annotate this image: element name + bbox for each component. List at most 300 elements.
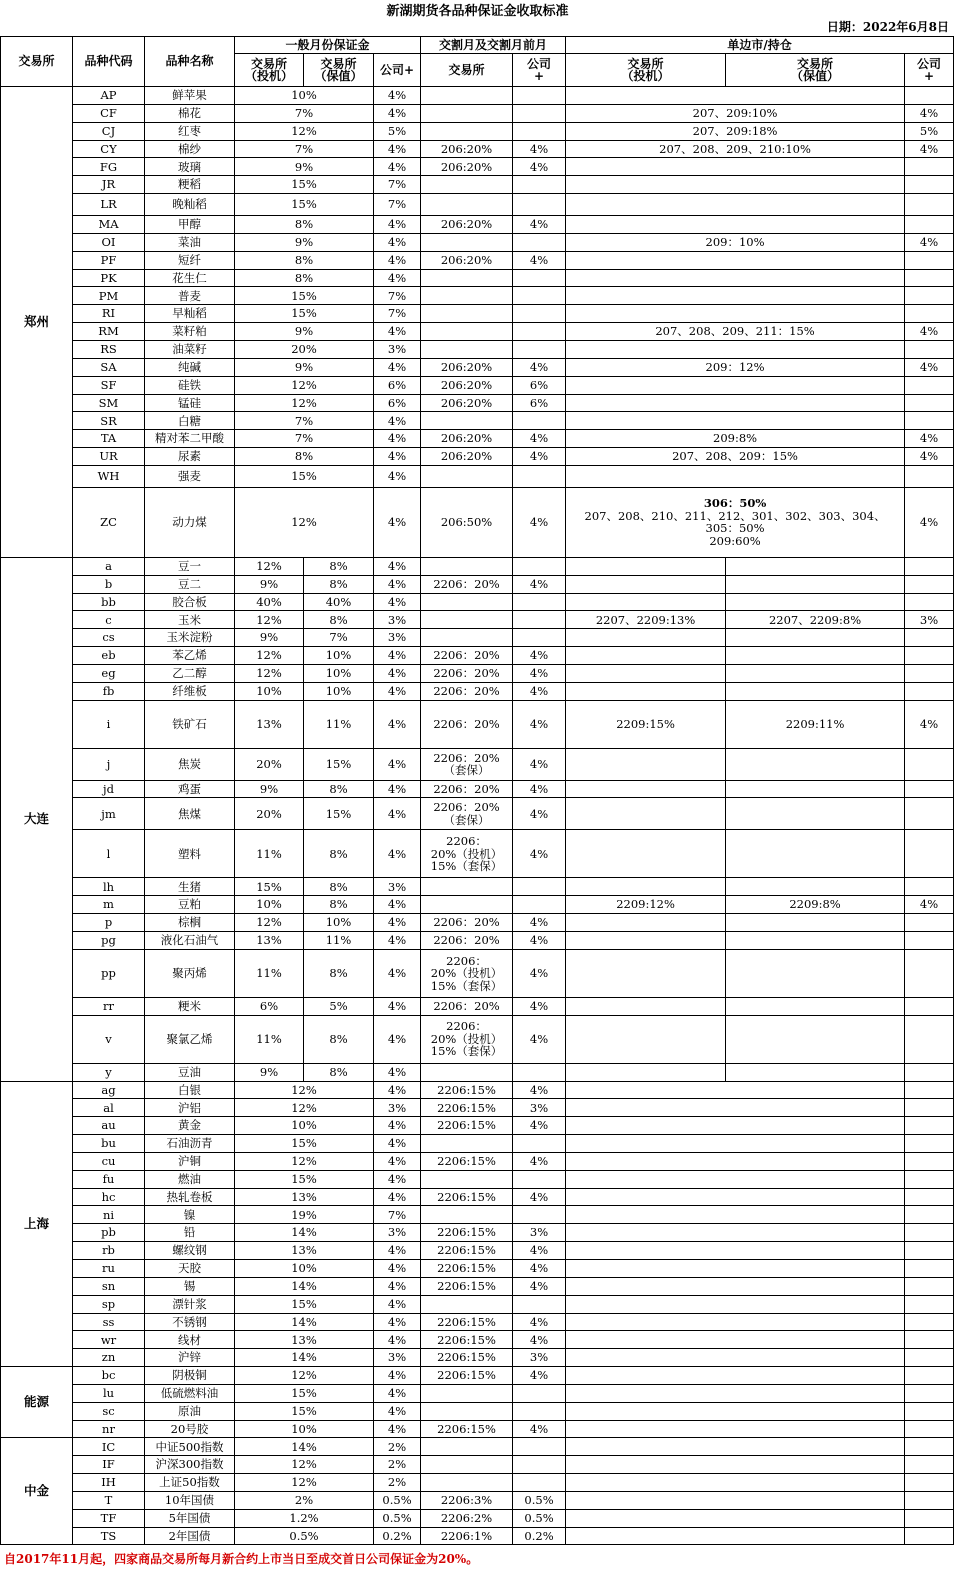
- unilateral-cell: [566, 194, 905, 216]
- delivery-company-cell: 4%: [513, 1259, 566, 1277]
- delivery-company-cell: [513, 1474, 566, 1492]
- delivery-company-cell: 3%: [513, 1224, 566, 1242]
- general-hedge-cell: 7%: [304, 629, 374, 647]
- footnote: 自2017年11月起，四家商品交易所每月新合约上市当日至成交首日公司保证金为20%。: [4, 1552, 479, 1566]
- general-margin-cell: 10%: [235, 1259, 374, 1277]
- unilateral-company-cell: [905, 593, 954, 611]
- delivery-company-cell: 4%: [513, 1152, 566, 1170]
- code-cell: TF: [73, 1509, 145, 1527]
- unilateral-company-cell: [905, 1277, 954, 1295]
- delivery-exchange-cell: 2206:2%: [421, 1509, 513, 1527]
- general-company-cell: 7%: [374, 305, 421, 323]
- general-company-cell: 4%: [374, 1015, 421, 1063]
- general-spec-cell: 20%: [235, 748, 304, 780]
- name-cell: 胶合板: [145, 593, 235, 611]
- name-cell: 焦炭: [145, 748, 235, 780]
- unilateral-company-cell: [905, 1188, 954, 1206]
- code-cell: hc: [73, 1188, 145, 1206]
- general-company-cell: 0.5%: [374, 1509, 421, 1527]
- table-row: [1, 896, 954, 914]
- general-hedge-cell: 8%: [304, 878, 374, 896]
- general-company-cell: 4%: [374, 412, 421, 430]
- unilateral-cell: [566, 176, 905, 194]
- general-spec-cell: 9%: [235, 1063, 304, 1081]
- header-unilateral-hedge: 交易所 （保值）: [726, 54, 905, 87]
- general-company-cell: 4%: [374, 1259, 421, 1277]
- general-company-cell: 4%: [374, 269, 421, 287]
- unilateral-cell: [566, 1081, 905, 1099]
- code-cell: v: [73, 1015, 145, 1063]
- name-cell: 早籼稻: [145, 305, 235, 323]
- table-row: [1, 1063, 954, 1081]
- name-cell: 10年国债: [145, 1491, 235, 1509]
- code-cell: eb: [73, 647, 145, 665]
- code-cell: RI: [73, 305, 145, 323]
- general-company-cell: 0.2%: [374, 1527, 421, 1545]
- unilateral-hedge-cell: [726, 593, 905, 611]
- table-row: [1, 1015, 954, 1063]
- unilateral-company-cell: [905, 394, 954, 412]
- general-margin-cell: 14%: [235, 1224, 374, 1242]
- general-margin-cell: 2%: [235, 1491, 374, 1509]
- code-cell: FG: [73, 158, 145, 176]
- delivery-exchange-cell: 2206:15%: [421, 1277, 513, 1295]
- general-company-cell: 3%: [374, 340, 421, 358]
- general-margin-cell: 8%: [235, 269, 374, 287]
- unilateral-company-cell: [905, 1456, 954, 1474]
- code-cell: m: [73, 896, 145, 914]
- unilateral-company-cell: [905, 1491, 954, 1509]
- delivery-exchange-cell: [421, 87, 513, 105]
- code-cell: WH: [73, 465, 145, 487]
- delivery-company-cell: [513, 629, 566, 647]
- unilateral-company-cell: [905, 1242, 954, 1260]
- name-cell: 锰硅: [145, 394, 235, 412]
- name-cell: 上证50指数: [145, 1474, 235, 1492]
- code-cell: cs: [73, 629, 145, 647]
- unilateral-spec-cell: [566, 629, 726, 647]
- unilateral-hedge-cell: 2209:11%: [726, 700, 905, 748]
- delivery-exchange-cell: 2206:15%: [421, 1099, 513, 1117]
- table-row: [1, 1224, 954, 1242]
- delivery-exchange-cell: [421, 629, 513, 647]
- general-hedge-cell: 10%: [304, 914, 374, 932]
- table-row: [1, 487, 954, 557]
- delivery-exchange-cell: 206:20%: [421, 394, 513, 412]
- general-margin-cell: 15%: [235, 194, 374, 216]
- general-company-cell: 4%: [374, 557, 421, 575]
- name-cell: 低硫燃料油: [145, 1384, 235, 1402]
- delivery-company-cell: [513, 593, 566, 611]
- delivery-company-cell: [513, 1206, 566, 1224]
- general-company-cell: 4%: [374, 1384, 421, 1402]
- delivery-company-cell: [513, 1402, 566, 1420]
- table-row: [1, 700, 954, 748]
- delivery-company-cell: [513, 1295, 566, 1313]
- code-cell: fu: [73, 1170, 145, 1188]
- delivery-exchange-cell: 2206：20%: [421, 664, 513, 682]
- delivery-company-cell: [513, 233, 566, 251]
- unilateral-cell: 207、209:18%: [566, 122, 905, 140]
- name-cell: 沪铝: [145, 1099, 235, 1117]
- general-margin-cell: 9%: [235, 323, 374, 341]
- general-hedge-cell: 8%: [304, 780, 374, 798]
- unilateral-cell: [566, 376, 905, 394]
- delivery-company-cell: [513, 1456, 566, 1474]
- unilateral-company-cell: 4%: [905, 140, 954, 158]
- delivery-exchange-cell: 2206:15%: [421, 1117, 513, 1135]
- page-title: 新湖期货各品种保证金收取标准: [386, 4, 569, 19]
- general-company-cell: 4%: [374, 798, 421, 830]
- unilateral-cell: 209:8%: [566, 430, 905, 448]
- unilateral-cell: 207、208、209、211：15%: [566, 323, 905, 341]
- table-row: [1, 1152, 954, 1170]
- unilateral-hedge-cell: [726, 647, 905, 665]
- unilateral-company-cell: [905, 1170, 954, 1188]
- unilateral-cell: [566, 158, 905, 176]
- delivery-exchange-cell: [421, 1295, 513, 1313]
- delivery-exchange-cell: [421, 122, 513, 140]
- table-row: [1, 104, 954, 122]
- delivery-company-cell: 4%: [513, 448, 566, 466]
- general-spec-cell: 11%: [235, 1015, 304, 1063]
- table-row: [1, 1081, 954, 1099]
- code-cell: RM: [73, 323, 145, 341]
- name-cell: 玉米: [145, 611, 235, 629]
- unilateral-company-cell: [905, 1081, 954, 1099]
- general-hedge-cell: 8%: [304, 575, 374, 593]
- delivery-exchange-cell: 2206:15%: [421, 1242, 513, 1260]
- table-row: [1, 1402, 954, 1420]
- general-spec-cell: 40%: [235, 593, 304, 611]
- unilateral-cell: [566, 269, 905, 287]
- unilateral-company-cell: [905, 412, 954, 430]
- unilateral-cell: [566, 1206, 905, 1224]
- delivery-company-cell: [513, 122, 566, 140]
- delivery-company-cell: [513, 896, 566, 914]
- code-cell: pb: [73, 1224, 145, 1242]
- unilateral-cell: [566, 465, 905, 487]
- unilateral-hedge-cell: [726, 664, 905, 682]
- unilateral-company-cell: 4%: [905, 430, 954, 448]
- header-general-margin: 一般月份保证金: [235, 37, 421, 54]
- general-company-cell: 4%: [374, 1188, 421, 1206]
- code-cell: jm: [73, 798, 145, 830]
- name-cell: 聚氯乙烯: [145, 1015, 235, 1063]
- general-hedge-cell: 8%: [304, 611, 374, 629]
- unilateral-cell: [566, 1456, 905, 1474]
- code-cell: sn: [73, 1277, 145, 1295]
- table-row: [1, 251, 954, 269]
- unilateral-hedge-cell: [726, 878, 905, 896]
- general-company-cell: 4%: [374, 647, 421, 665]
- delivery-company-cell: 4%: [513, 1117, 566, 1135]
- code-cell: TA: [73, 430, 145, 448]
- delivery-exchange-cell: [421, 1384, 513, 1402]
- code-cell: y: [73, 1063, 145, 1081]
- unilateral-cell: [566, 1135, 905, 1153]
- table-row: [1, 664, 954, 682]
- general-spec-cell: 12%: [235, 647, 304, 665]
- delivery-company-cell: [513, 104, 566, 122]
- general-company-cell: 4%: [374, 1135, 421, 1153]
- general-hedge-cell: 10%: [304, 664, 374, 682]
- report-date: 日期：2022年6月8日: [826, 20, 949, 34]
- general-company-cell: 4%: [374, 1420, 421, 1438]
- table-row: [1, 412, 954, 430]
- unilateral-hedge-cell: [726, 798, 905, 830]
- unilateral-company-cell: [905, 194, 954, 216]
- general-company-cell: 3%: [374, 1349, 421, 1367]
- code-cell: ag: [73, 1081, 145, 1099]
- delivery-company-cell: [513, 340, 566, 358]
- unilateral-cell: [566, 1349, 905, 1367]
- code-cell: PM: [73, 287, 145, 305]
- table-row: [1, 305, 954, 323]
- general-spec-cell: 12%: [235, 611, 304, 629]
- general-spec-cell: 10%: [235, 896, 304, 914]
- unilateral-company-cell: [905, 1224, 954, 1242]
- unilateral-company-cell: 4%: [905, 323, 954, 341]
- exchange-cell: 能源: [1, 1367, 73, 1438]
- code-cell: CY: [73, 140, 145, 158]
- table-row: [1, 140, 954, 158]
- unilateral-company-cell: [905, 1206, 954, 1224]
- general-company-cell: 3%: [374, 611, 421, 629]
- general-margin-cell: 7%: [235, 430, 374, 448]
- general-company-cell: 2%: [374, 1474, 421, 1492]
- general-company-cell: 4%: [374, 780, 421, 798]
- code-cell: ZC: [73, 487, 145, 557]
- table-row: [1, 376, 954, 394]
- name-cell: 液化石油气: [145, 932, 235, 950]
- general-company-cell: 4%: [374, 158, 421, 176]
- name-cell: 精对苯二甲酸: [145, 430, 235, 448]
- delivery-company-cell: 4%: [513, 251, 566, 269]
- unilateral-spec-cell: [566, 1015, 726, 1063]
- delivery-exchange-cell: 206:20%: [421, 358, 513, 376]
- delivery-company-cell: 4%: [513, 1277, 566, 1295]
- delivery-company-cell: [513, 611, 566, 629]
- unilateral-company-cell: [905, 1313, 954, 1331]
- delivery-exchange-cell: 2206：20%: [421, 914, 513, 932]
- header-name: 品种名称: [145, 37, 235, 87]
- name-cell: 原油: [145, 1402, 235, 1420]
- delivery-company-cell: 4%: [513, 1015, 566, 1063]
- unilateral-hedge-cell: [726, 682, 905, 700]
- table-row: [1, 780, 954, 798]
- general-hedge-cell: 8%: [304, 896, 374, 914]
- unilateral-spec-cell: [566, 932, 726, 950]
- delivery-exchange-cell: [421, 340, 513, 358]
- delivery-exchange-cell: [421, 176, 513, 194]
- general-company-cell: 4%: [374, 1081, 421, 1099]
- name-cell: 锡: [145, 1277, 235, 1295]
- table-row: [1, 1509, 954, 1527]
- table-row: [1, 158, 954, 176]
- delivery-exchange-cell: 2206：20% （套保）: [421, 748, 513, 780]
- unilateral-company-cell: [905, 1117, 954, 1135]
- code-cell: wr: [73, 1331, 145, 1349]
- exchange-cell: 上海: [1, 1081, 73, 1367]
- general-company-cell: 4%: [374, 87, 421, 105]
- unilateral-company-cell: [905, 340, 954, 358]
- table-row: [1, 194, 954, 216]
- code-cell: zn: [73, 1349, 145, 1367]
- general-company-cell: 4%: [374, 216, 421, 234]
- general-company-cell: 4%: [374, 430, 421, 448]
- general-company-cell: 6%: [374, 394, 421, 412]
- unilateral-cell: 306：50% 207、208、210、211、212、301、302、303、304、 305：50% 209:60%: [566, 487, 905, 557]
- unilateral-company-cell: [905, 1367, 954, 1385]
- table-row: [1, 798, 954, 830]
- exchange-cell: 中金: [1, 1438, 73, 1545]
- general-margin-cell: 9%: [235, 233, 374, 251]
- unilateral-company-cell: 3%: [905, 611, 954, 629]
- unilateral-spec-cell: [566, 647, 726, 665]
- delivery-exchange-cell: 2206:15%: [421, 1081, 513, 1099]
- general-spec-cell: 9%: [235, 575, 304, 593]
- unilateral-company-cell: [905, 376, 954, 394]
- table-row: [1, 1491, 954, 1509]
- delivery-exchange-cell: 2206:15%: [421, 1152, 513, 1170]
- name-cell: 生猪: [145, 878, 235, 896]
- general-spec-cell: 12%: [235, 557, 304, 575]
- unilateral-cell: [566, 216, 905, 234]
- code-cell: ss: [73, 1313, 145, 1331]
- name-cell: 棉花: [145, 104, 235, 122]
- delivery-exchange-cell: [421, 557, 513, 575]
- delivery-company-cell: 4%: [513, 748, 566, 780]
- code-cell: bc: [73, 1367, 145, 1385]
- general-margin-cell: 12%: [235, 122, 374, 140]
- general-hedge-cell: 8%: [304, 949, 374, 997]
- delivery-exchange-cell: [421, 878, 513, 896]
- general-margin-cell: 13%: [235, 1242, 374, 1260]
- code-cell: IC: [73, 1438, 145, 1456]
- name-cell: 铁矿石: [145, 700, 235, 748]
- code-cell: ru: [73, 1259, 145, 1277]
- unilateral-spec-cell: 2209:12%: [566, 896, 726, 914]
- general-company-cell: 7%: [374, 287, 421, 305]
- unilateral-cell: [566, 1527, 905, 1545]
- code-cell: lh: [73, 878, 145, 896]
- delivery-exchange-cell: 2206： 20%（投机） 15%（套保）: [421, 949, 513, 997]
- table-row: [1, 611, 954, 629]
- delivery-exchange-cell: [421, 1135, 513, 1153]
- general-company-cell: 4%: [374, 664, 421, 682]
- unilateral-spec-cell: [566, 949, 726, 997]
- unilateral-cell: 209：10%: [566, 233, 905, 251]
- general-spec-cell: 12%: [235, 914, 304, 932]
- unilateral-cell: [566, 1491, 905, 1509]
- general-company-cell: 4%: [374, 1331, 421, 1349]
- general-company-cell: 7%: [374, 176, 421, 194]
- name-cell: 玉米淀粉: [145, 629, 235, 647]
- unilateral-cell: [566, 1367, 905, 1385]
- delivery-exchange-cell: [421, 1402, 513, 1420]
- delivery-company-cell: 6%: [513, 394, 566, 412]
- unilateral-company-cell: [905, 1063, 954, 1081]
- delivery-company-cell: 6%: [513, 376, 566, 394]
- general-company-cell: 4%: [374, 323, 421, 341]
- name-cell: 20号胶: [145, 1420, 235, 1438]
- code-cell: c: [73, 611, 145, 629]
- general-hedge-cell: 15%: [304, 748, 374, 780]
- name-cell: 鸡蛋: [145, 780, 235, 798]
- delivery-exchange-cell: [421, 1438, 513, 1456]
- table-row: [1, 340, 954, 358]
- general-spec-cell: 13%: [235, 932, 304, 950]
- unilateral-spec-cell: [566, 593, 726, 611]
- header-delivery-month: 交割月及交割月前月: [421, 37, 566, 54]
- table-row: [1, 593, 954, 611]
- general-margin-cell: 12%: [235, 1367, 374, 1385]
- name-cell: 燃油: [145, 1170, 235, 1188]
- general-company-cell: 3%: [374, 1224, 421, 1242]
- header-general-hedge: 交易所 （保值）: [304, 54, 374, 87]
- delivery-exchange-cell: 2206:15%: [421, 1313, 513, 1331]
- delivery-company-cell: 4%: [513, 914, 566, 932]
- delivery-exchange-cell: 2206:15%: [421, 1420, 513, 1438]
- general-spec-cell: 10%: [235, 682, 304, 700]
- code-cell: jd: [73, 780, 145, 798]
- unilateral-company-cell: [905, 1015, 954, 1063]
- table-row: [1, 1331, 954, 1349]
- unilateral-spec-cell: [566, 748, 726, 780]
- table-row: [1, 1188, 954, 1206]
- general-spec-cell: 11%: [235, 949, 304, 997]
- name-cell: 棉纱: [145, 140, 235, 158]
- general-margin-cell: 10%: [235, 87, 374, 105]
- general-margin-cell: 14%: [235, 1277, 374, 1295]
- header-general-company: 公司+: [374, 54, 421, 87]
- unilateral-hedge-cell: [726, 932, 905, 950]
- unilateral-spec-cell: [566, 557, 726, 575]
- table-row: [1, 1420, 954, 1438]
- unilateral-cell: [566, 394, 905, 412]
- name-cell: 白银: [145, 1081, 235, 1099]
- general-margin-cell: 13%: [235, 1188, 374, 1206]
- unilateral-company-cell: [905, 575, 954, 593]
- general-company-cell: 2%: [374, 1438, 421, 1456]
- delivery-exchange-cell: 2206：20%: [421, 700, 513, 748]
- general-company-cell: 4%: [374, 949, 421, 997]
- unilateral-company-cell: 4%: [905, 358, 954, 376]
- name-cell: 螺纹钢: [145, 1242, 235, 1260]
- unilateral-company-cell: [905, 1384, 954, 1402]
- table-row: [1, 629, 954, 647]
- unilateral-cell: [566, 1474, 905, 1492]
- unilateral-company-cell: [905, 269, 954, 287]
- unilateral-cell: 209：12%: [566, 358, 905, 376]
- general-company-cell: 4%: [374, 1063, 421, 1081]
- name-cell: 短纤: [145, 251, 235, 269]
- general-spec-cell: 9%: [235, 780, 304, 798]
- general-company-cell: 4%: [374, 997, 421, 1015]
- delivery-exchange-cell: 206:20%: [421, 430, 513, 448]
- table-row: [1, 1349, 954, 1367]
- general-company-cell: 4%: [374, 914, 421, 932]
- unilateral-cell: [566, 305, 905, 323]
- general-margin-cell: 15%: [235, 1402, 374, 1420]
- general-company-cell: 0.5%: [374, 1491, 421, 1509]
- unilateral-hedge-cell: [726, 629, 905, 647]
- name-cell: 黄金: [145, 1117, 235, 1135]
- code-cell: fb: [73, 682, 145, 700]
- unilateral-cell: [566, 1277, 905, 1295]
- unilateral-company-cell: [905, 1474, 954, 1492]
